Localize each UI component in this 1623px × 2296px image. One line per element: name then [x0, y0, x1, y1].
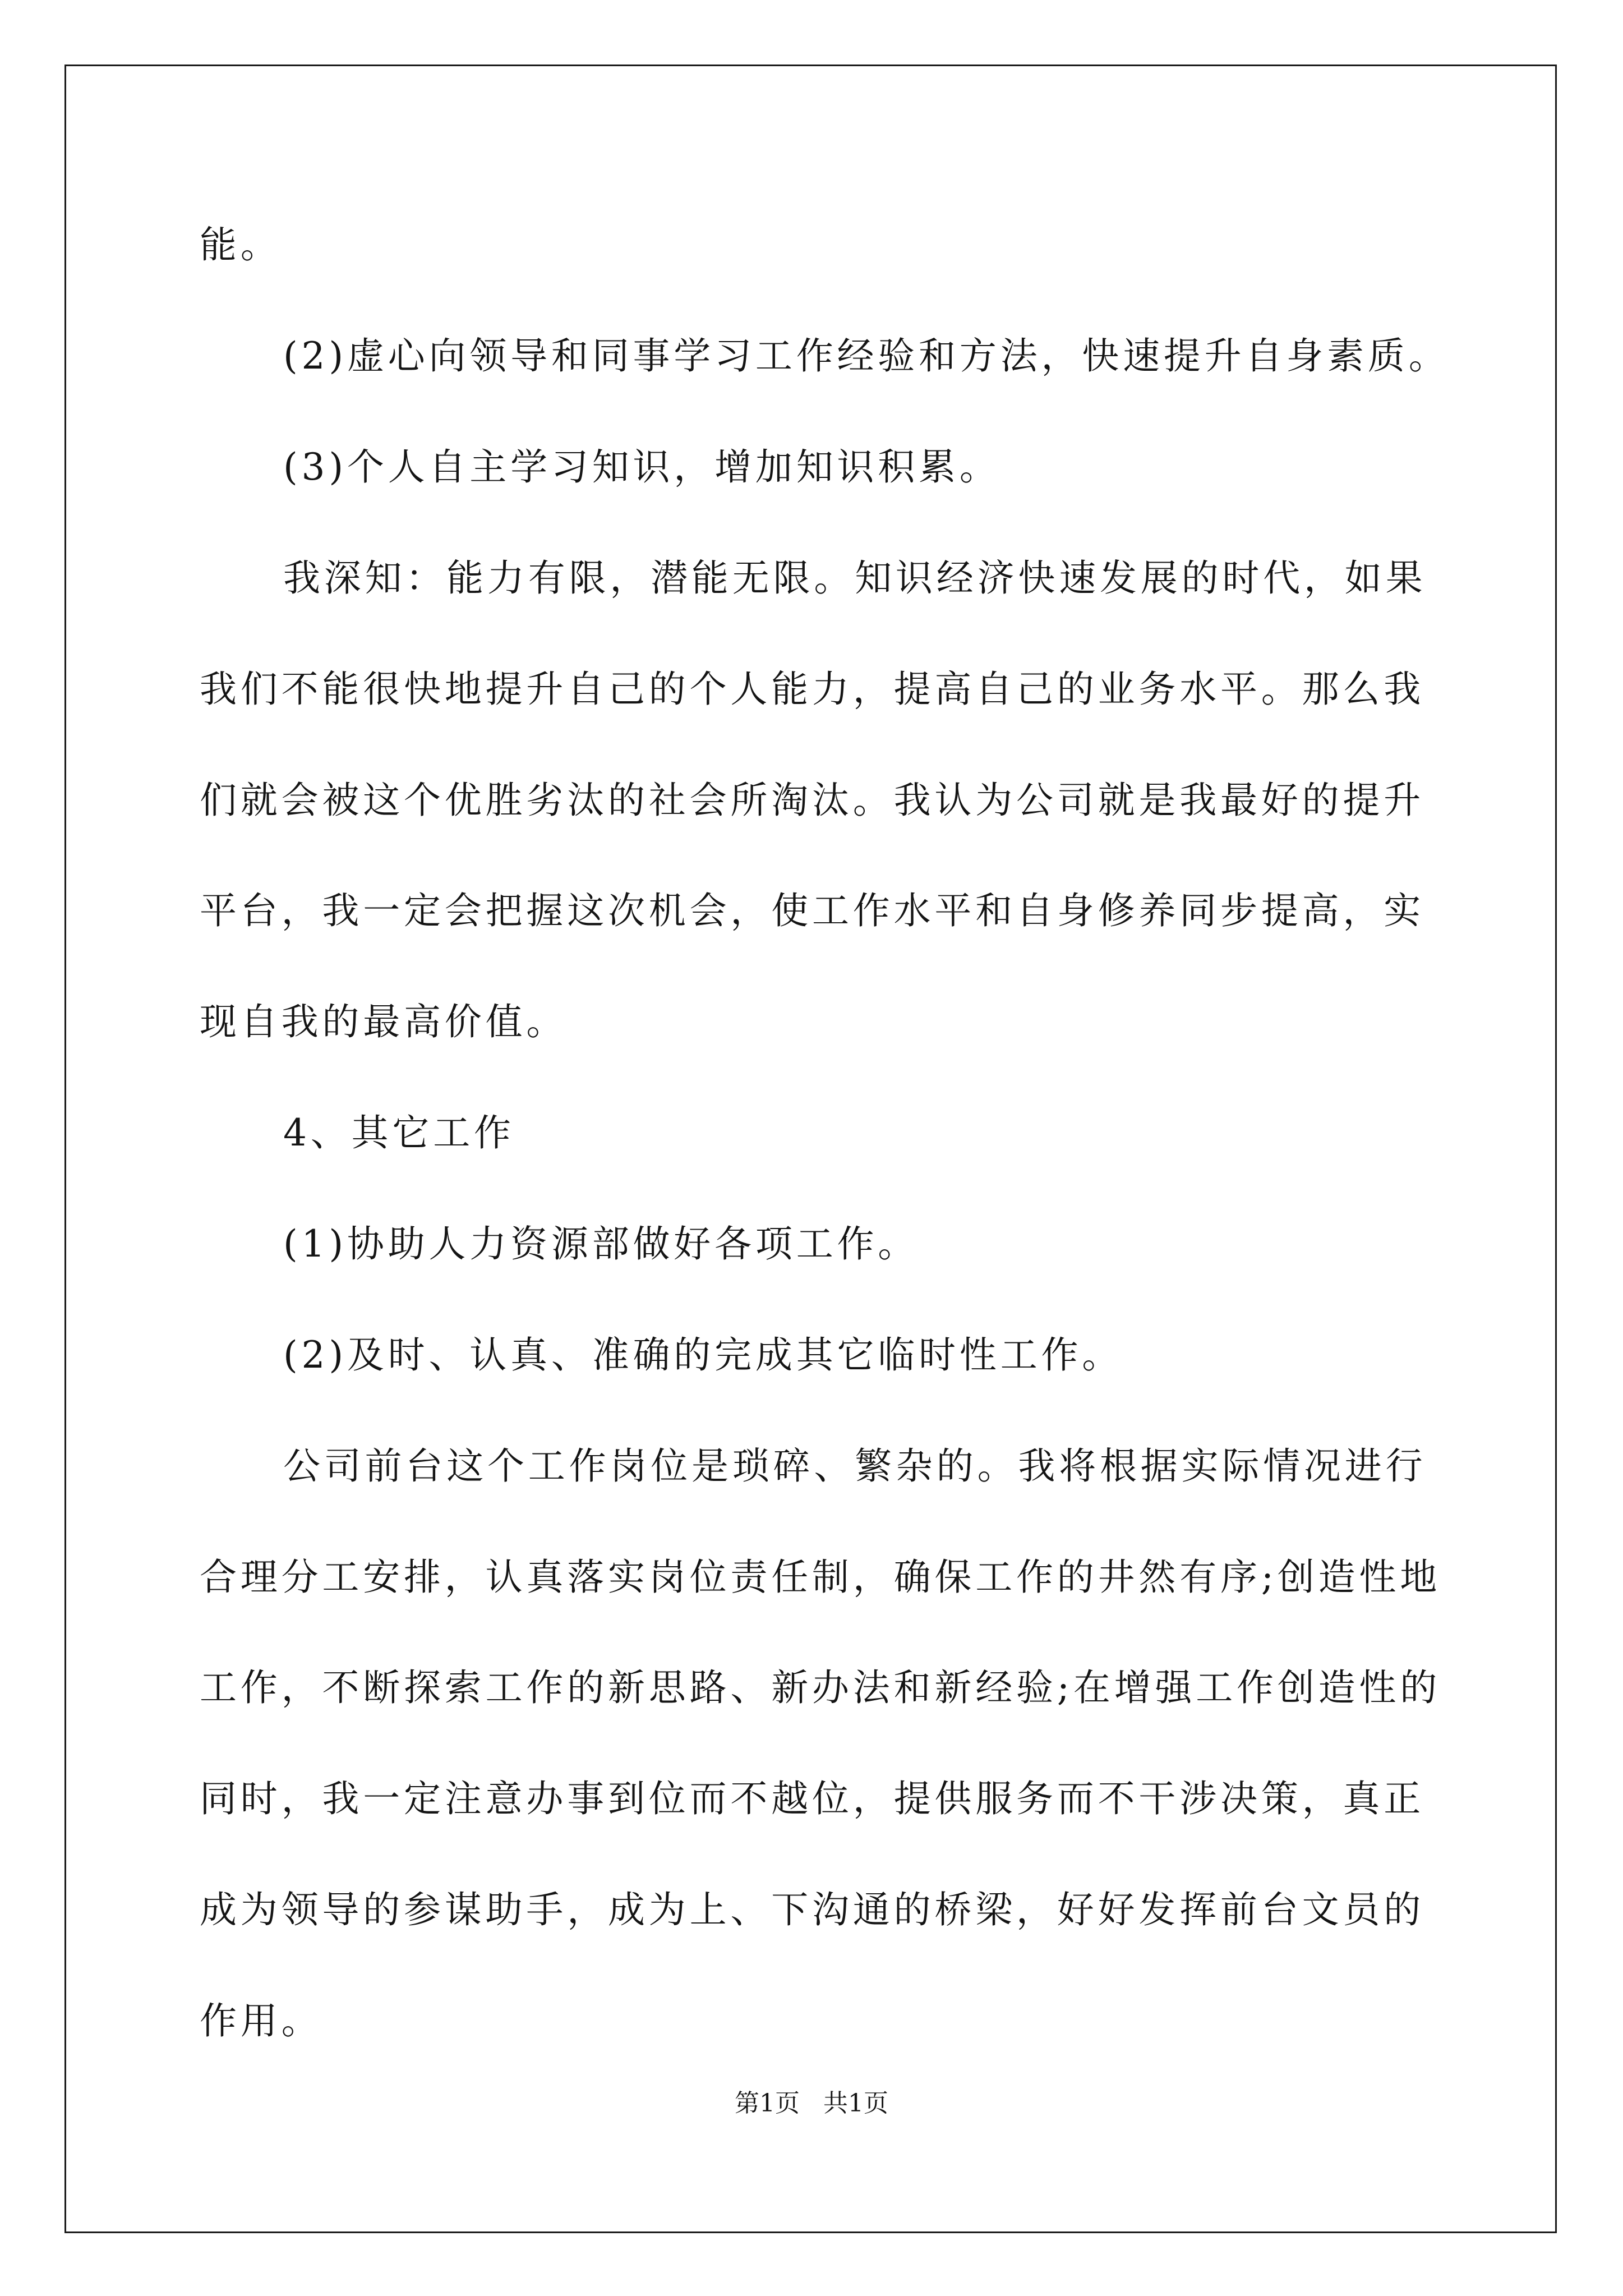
text-line: (2)虚心向领导和同事学习工作经验和方法，快速提升自身素质。	[283, 334, 1450, 378]
section-heading: 4、其它工作	[283, 1111, 515, 1154]
text-line: (2)及时、认真、准确的完成其它临时性工作。	[283, 1333, 1123, 1377]
text-line: 工作，不断探索工作的新思路、新办法和新经验;在增强工作创造性的	[200, 1666, 1441, 1709]
text-line: (3)个人自主学习知识，增加知识积累。	[283, 445, 1000, 489]
text-line: 能。	[200, 223, 282, 266]
text-line: (1)协助人力资源部做好各项工作。	[283, 1222, 919, 1266]
page-number-footer: 第1页 共1页	[735, 2089, 888, 2118]
text-line: 成为领导的参谋助手，成为上、下沟通的桥梁，好好发挥前台文员的	[200, 1888, 1424, 1931]
text-line: 们就会被这个优胜劣汰的社会所淘汰。我认为公司就是我最好的提升	[200, 779, 1424, 822]
text-line: 合理分工安排，认真落实岗位责任制，确保工作的井然有序;创造性地	[200, 1556, 1441, 1599]
text-line: 作用。	[200, 1999, 322, 2042]
text-line: 公司前台这个工作岗位是琐碎、繁杂的。我将根据实际情况进行	[283, 1444, 1427, 1488]
text-line: 我们不能很快地提升自己的个人能力，提高自己的业务水平。那么我	[200, 668, 1424, 711]
text-line: 我深知：能力有限，潜能无限。知识经济快速发展的时代，如果	[283, 556, 1427, 600]
text-line: 平台，我一定会把握这次机会，使工作水平和自身修养同步提高，实	[200, 889, 1424, 932]
text-line: 现自我的最高价值。	[200, 1000, 568, 1043]
text-line: 同时，我一定注意办事到位而不越位，提供服务而不干涉决策，真正	[200, 1777, 1424, 1820]
